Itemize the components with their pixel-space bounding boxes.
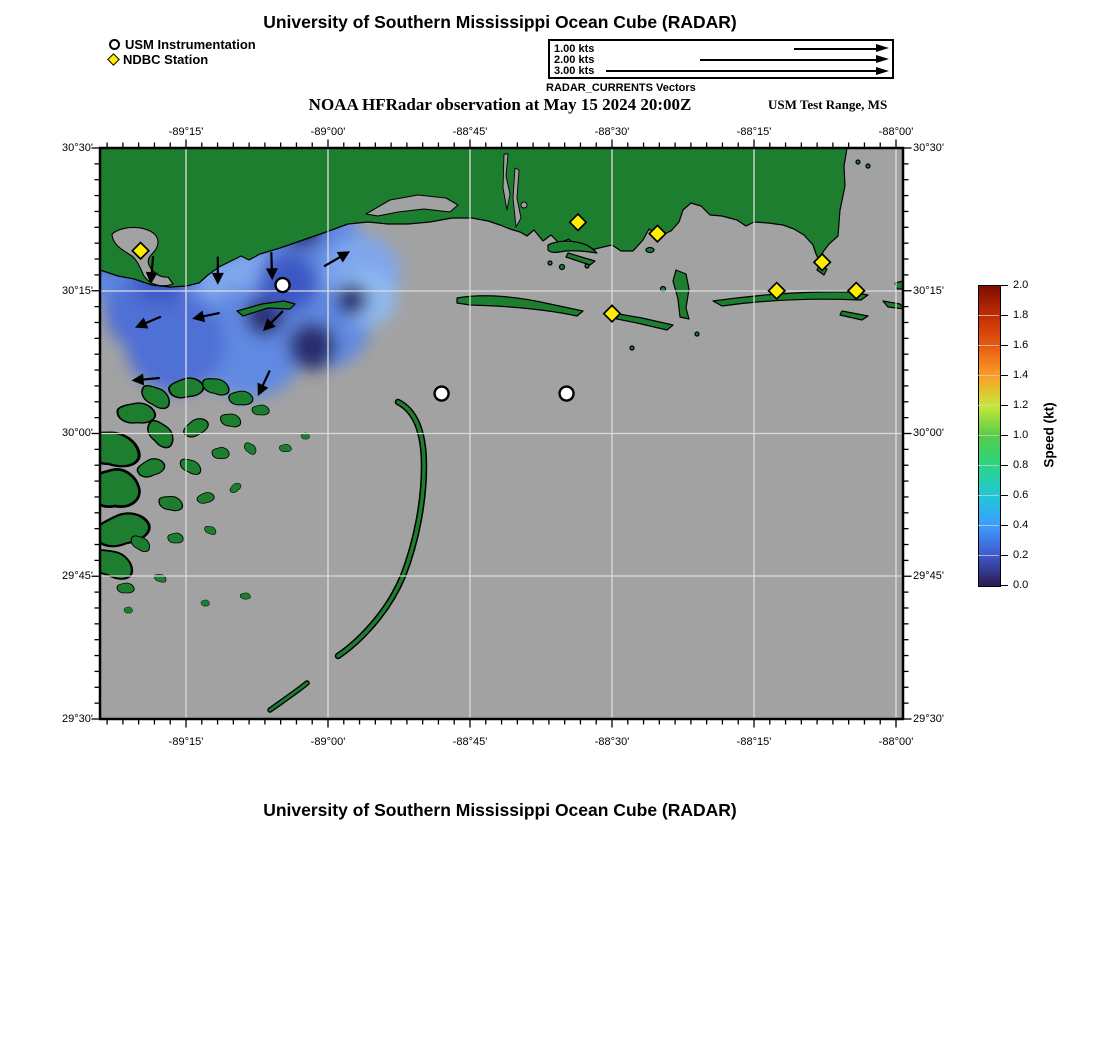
colorbar-gridline (978, 375, 999, 376)
lon-label-bottom: -88°00' (878, 736, 914, 748)
ndbc-station-icon (107, 53, 120, 66)
colorbar-gridline (978, 465, 999, 466)
marsh-patch (201, 600, 210, 606)
bayou-pond (521, 202, 527, 208)
vector-scale-box (548, 39, 894, 79)
marsh-patch (252, 405, 269, 415)
islet (646, 248, 654, 253)
marsh-patch (117, 403, 155, 423)
colorbar-tick-label: 0.6 (1013, 489, 1029, 501)
colorbar-title: Speed (kt) (1041, 402, 1057, 468)
islet (630, 346, 634, 350)
lat-label-right: 29°45' (913, 570, 944, 582)
lon-label-top: -88°00' (878, 126, 914, 138)
marsh-patch (240, 593, 250, 599)
scale-arrow-head (876, 44, 889, 52)
marsh-patch (88, 469, 139, 506)
colorbar-tick (1001, 525, 1008, 527)
legend-row-usm (109, 37, 256, 52)
islet (856, 160, 860, 164)
scale-arrow-head (876, 67, 889, 75)
colorbar-tick (1001, 495, 1008, 497)
islet (585, 264, 589, 268)
colorbar (978, 285, 1001, 587)
map-subtitle: NOAA HFRadar observation at May 15 2024 20:00Z (308, 95, 692, 114)
lat-label-right: 30°15' (913, 285, 944, 297)
footer-title: University of Southern Mississippi Ocean Cube (RADAR) (263, 800, 737, 820)
region-label: USM Test Range, MS (768, 97, 888, 112)
lat-label-left: 30°00' (62, 427, 93, 439)
colorbar-tick-label: 1.0 (1013, 429, 1029, 441)
lat-label-left: 30°30' (62, 142, 93, 154)
usm-station-marker (560, 387, 574, 401)
lat-label-left: 29°30' (62, 713, 93, 725)
colorbar-tick-label: 1.4 (1013, 369, 1029, 381)
marsh-patch (168, 533, 183, 543)
map-canvas (86, 134, 917, 733)
marsh-patch (124, 607, 133, 613)
colorbar-gridline (978, 495, 999, 496)
usm-instrumentation-icon (109, 39, 120, 50)
legend-ndbc-label: NDBC Station (123, 52, 209, 67)
marsh-patch (212, 447, 229, 458)
scale-arrow-head (876, 55, 889, 63)
lon-label-bottom: -88°30' (594, 736, 630, 748)
colorbar-gridline (978, 555, 999, 556)
lon-label-top: -88°15' (736, 126, 772, 138)
lat-label-left: 29°45' (62, 570, 93, 582)
islet (560, 265, 565, 270)
islet (866, 164, 870, 168)
islet (695, 332, 699, 336)
scale-arrow-line (606, 70, 878, 72)
colorbar-tick-label: 1.2 (1013, 399, 1029, 411)
scale-arrow-line (700, 59, 878, 61)
legend-usm-label: USM Instrumentation (125, 37, 256, 52)
colorbar-tick (1001, 375, 1008, 377)
islet (548, 261, 552, 265)
vector-scale-caption: RADAR_CURRENTS Vectors (546, 82, 696, 94)
usm-station-marker (276, 278, 290, 292)
colorbar-tick (1001, 405, 1008, 407)
lon-label-bottom: -89°00' (310, 736, 346, 748)
legend-row-ndbc (109, 52, 256, 67)
colorbar-tick-label: 1.6 (1013, 339, 1029, 351)
colorbar-gridline (978, 345, 999, 346)
colorbar-tick (1001, 315, 1008, 317)
speed-cell (336, 284, 368, 316)
lon-label-top: -88°30' (594, 126, 630, 138)
colorbar-gridline (978, 315, 999, 316)
colorbar-gridline (978, 525, 999, 526)
colorbar-tick-label: 2.0 (1013, 279, 1029, 291)
lon-label-top: -89°00' (310, 126, 346, 138)
speed-cell (288, 322, 336, 370)
colorbar-gridline (978, 435, 999, 436)
colorbar-tick (1001, 555, 1008, 557)
marsh-patch (279, 444, 291, 451)
lon-label-top: -88°45' (452, 126, 488, 138)
colorbar-tick (1001, 285, 1008, 287)
colorbar-tick (1001, 345, 1008, 347)
marsh-patch (117, 583, 134, 593)
colorbar-tick (1001, 585, 1008, 587)
colorbar-tick-label: 0.8 (1013, 459, 1029, 471)
lat-label-left: 30°15' (62, 285, 93, 297)
lat-label-right: 30°00' (913, 427, 944, 439)
lat-label-right: 30°30' (913, 142, 944, 154)
scale-label-1kt: 1.00 kts (554, 43, 595, 55)
colorbar-tick (1001, 465, 1008, 467)
lon-label-bottom: -89°15' (168, 736, 204, 748)
lat-label-right: 29°30' (913, 713, 944, 725)
usm-station-marker (435, 387, 449, 401)
colorbar-tick-label: 0.4 (1013, 519, 1029, 531)
colorbar-tick-label: 0.0 (1013, 579, 1029, 591)
page-title: University of Southern Mississippi Ocean Cube (RADAR) (263, 12, 737, 32)
lon-label-bottom: -88°15' (736, 736, 772, 748)
colorbar-tick-label: 0.2 (1013, 549, 1029, 561)
scale-label-3kt: 3.00 kts (554, 65, 595, 77)
marsh-patch (229, 391, 253, 405)
legend (109, 37, 256, 67)
colorbar-tick (1001, 435, 1008, 437)
lon-label-top: -89°15' (168, 126, 204, 138)
scale-label-2kt: 2.00 kts (554, 54, 595, 66)
scale-arrow-line (794, 48, 878, 50)
colorbar-gridline (978, 405, 999, 406)
colorbar-tick-label: 1.8 (1013, 309, 1029, 321)
lon-label-bottom: -88°45' (452, 736, 488, 748)
